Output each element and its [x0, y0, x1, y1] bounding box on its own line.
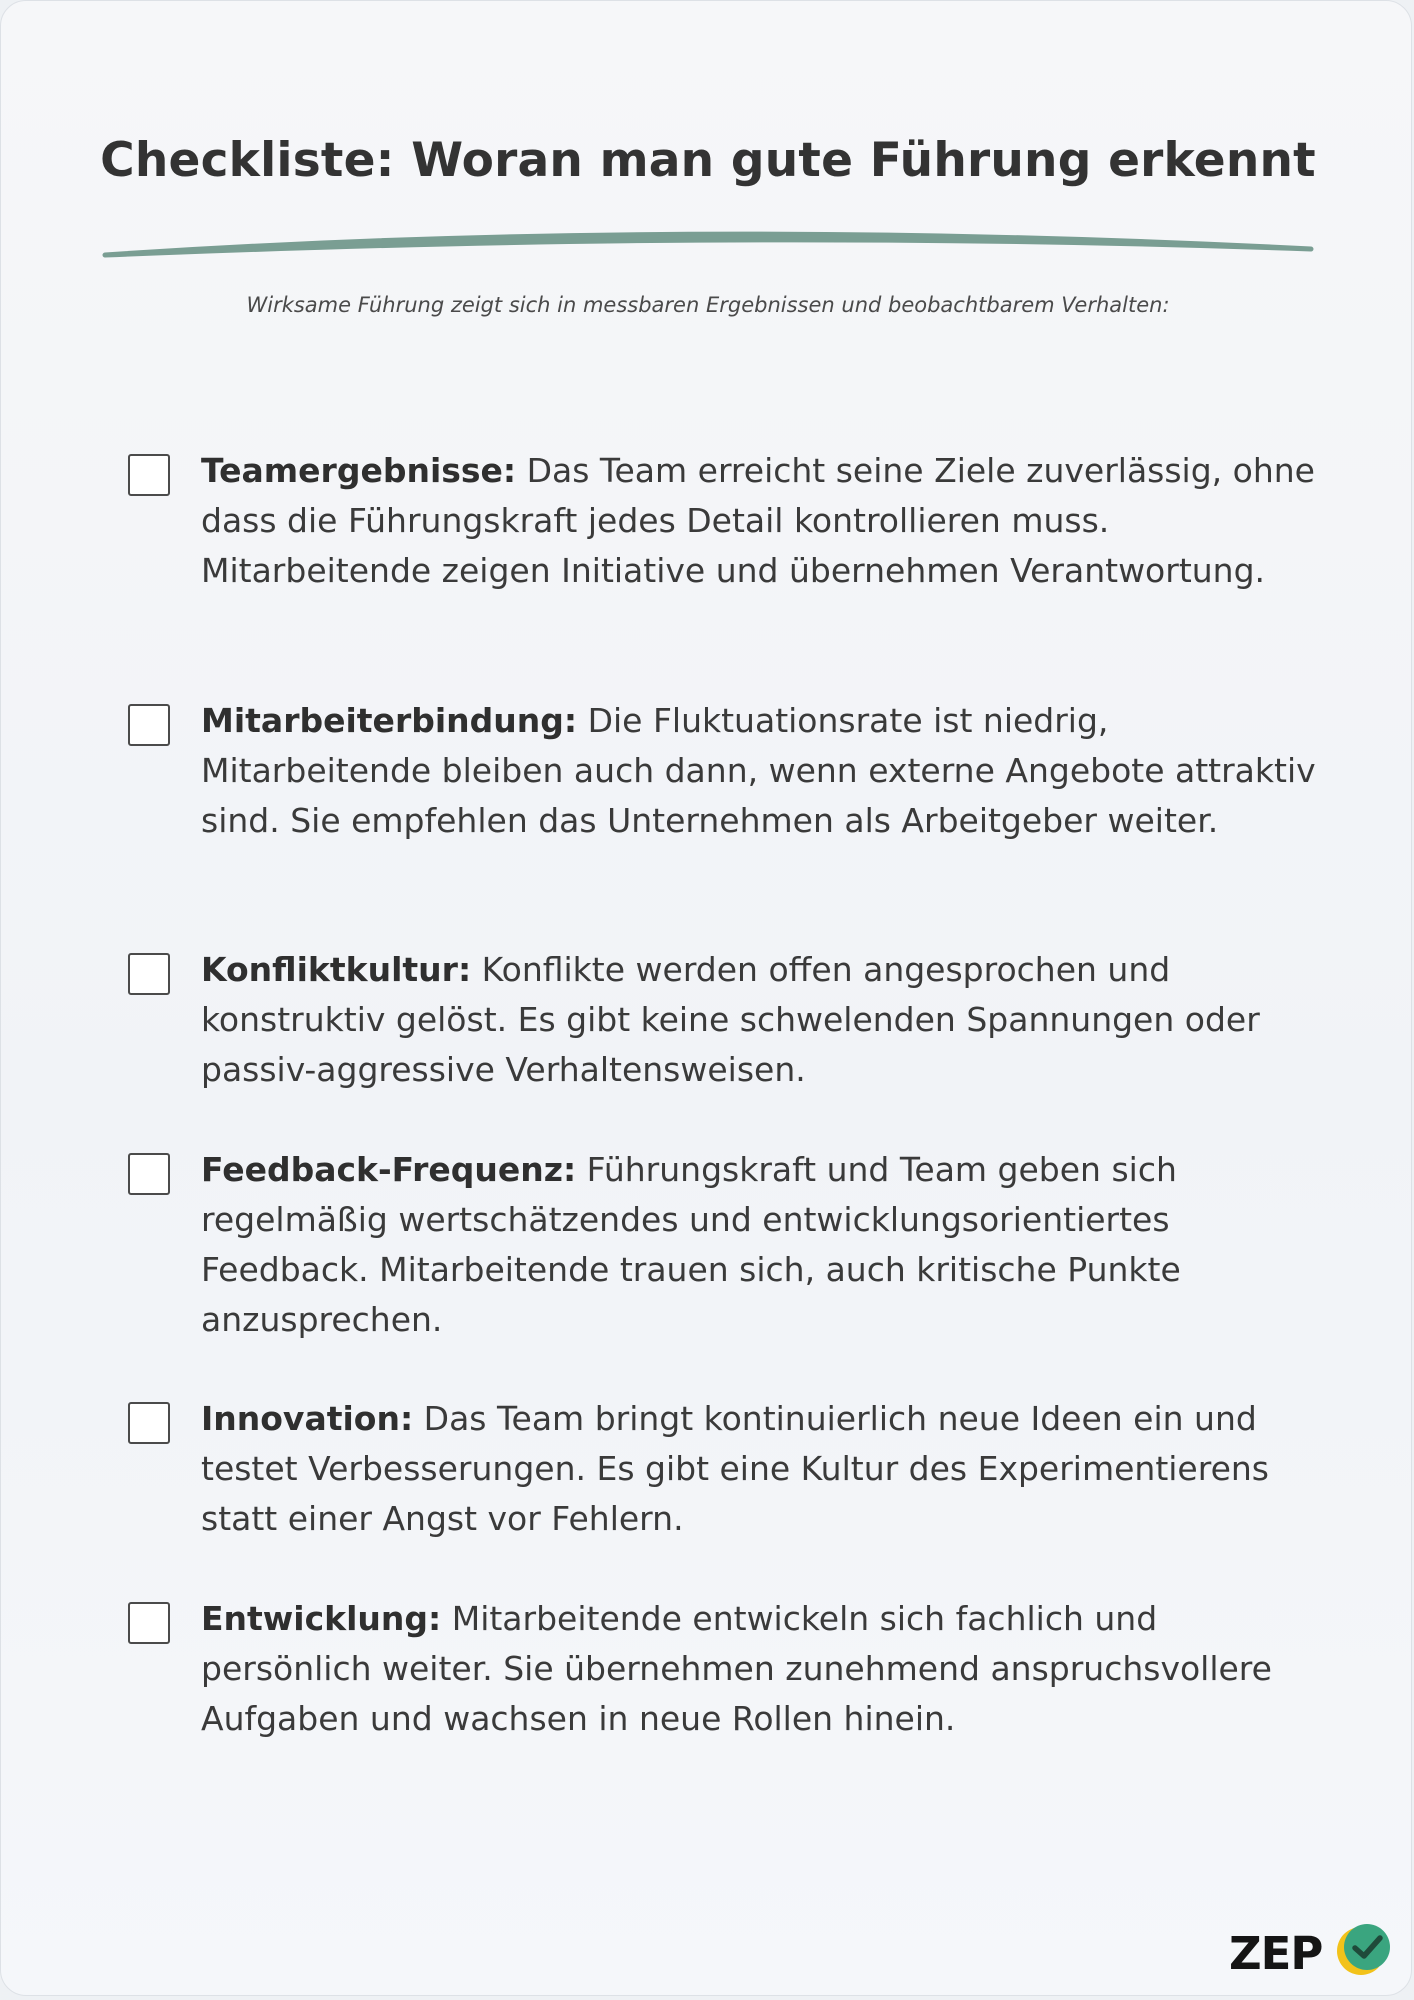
checklist-item-text [201, 1394, 1321, 1544]
decorative-swoosh [101, 225, 1315, 265]
checklist-item-text [201, 446, 1321, 596]
item-description: Die Fluktuationsrate ist niedrig, Mitarbeitende bleiben auch dann, wenn externe Angebote attraktiv sind. Sie empfehlen das Unternehmen als Arbeitgeber weiter. [201, 701, 1316, 840]
checkbox[interactable] [128, 1602, 170, 1644]
item-label: Mitarbeiterbindung: [201, 701, 578, 740]
checkbox[interactable] [128, 454, 170, 496]
subtitle: Wirksame Führung zeigt sich in messbaren Ergebnissen und beobachtbarem Verhalten: [246, 293, 1170, 317]
checklist-item-text [201, 1594, 1321, 1744]
checkbox[interactable] [128, 1402, 170, 1444]
item-label: Feedback-Frequenz: [201, 1150, 577, 1189]
item-description: Konflikte werden offen angesprochen und konstruktiv gelöst. Es gibt keine schwelenden Spannungen oder passiv-aggressive Verhaltensweisen. [201, 950, 1260, 1089]
item-label: Teamergebnisse: [201, 451, 517, 490]
item-description: Das Team bringt kontinuierlich neue Ideen ein und testet Verbesserungen. Es gibt eine Kultur des Experimentierens statt einer Angst vor Fehlern. [201, 1399, 1269, 1538]
item-label: Entwicklung: [201, 1599, 442, 1638]
item-description: Mitarbeitende entwickeln sich fachlich und persönlich weiter. Sie übernehmen zunehmend anspruchsvollere Aufgaben und wachsen in neue Rollen hinein. [201, 1599, 1272, 1738]
item-label: Konfliktkultur: [201, 950, 472, 989]
item-description: Führungskraft und Team geben sich regelmäßig wertschätzendes und entwicklungsorientiertes Feedback. Mitarbeitende trauen sich, auch kritische Punkte anzusprechen. [201, 1150, 1181, 1339]
checkbox[interactable] [128, 1153, 170, 1195]
checkbox[interactable] [128, 953, 170, 995]
brand-wordmark: ZEP [1229, 1927, 1323, 1980]
page-title: Checkliste: Woran man gute Führung erkennt [100, 133, 1316, 188]
checkbox[interactable] [128, 704, 170, 746]
checklist-item-text [201, 945, 1321, 1095]
check-badge-icon [1335, 1921, 1391, 1977]
item-label: Innovation: [201, 1399, 414, 1438]
checklist-item-text [201, 1145, 1321, 1345]
item-description: Das Team erreicht seine Ziele zuverlässig, ohne dass die Führungskraft jedes Detail kontrollieren muss. Mitarbeitende zeigen Initiative und übernehmen Verantwortung. [201, 451, 1315, 590]
brand-logo [1229, 1919, 1389, 1983]
checklist-item-text [201, 696, 1321, 846]
